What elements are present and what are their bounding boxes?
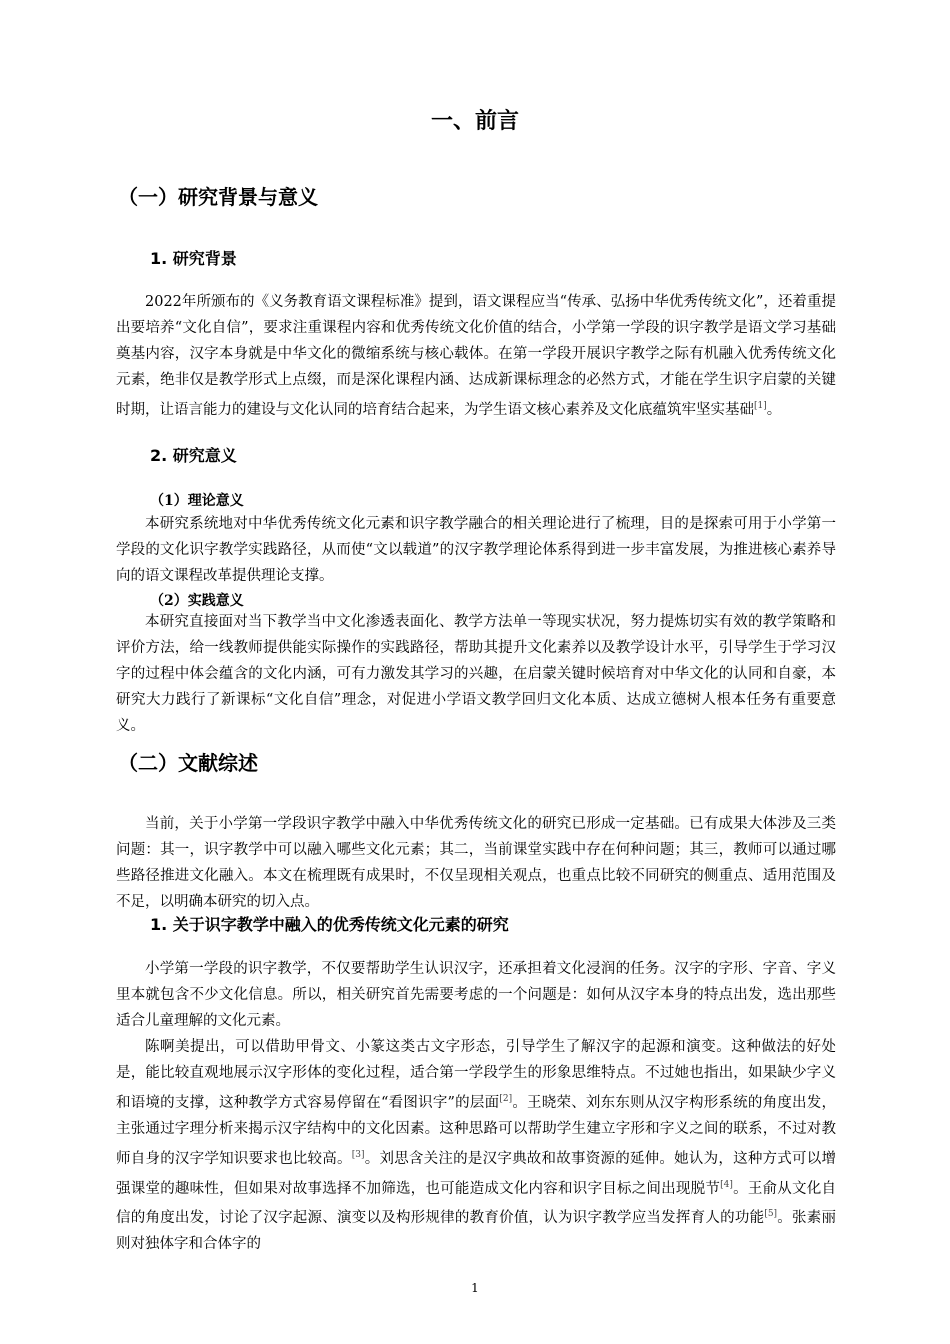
paragraph-elements-2 [116,1034,836,1257]
subheading-theory: （1）理论意义 [150,493,244,509]
paragraph-text: 2022年所颁布的《义务教育语文课程标准》提到，语文课程应当“传承、弘扬中华优秀传统文化”，还着重提出要培养“文化自信”，要求注重课程内容和优秀传统文化价值的结合，小学第一学段的识字教学是语文学习基础奠基内容，汉字本身就是中华文化的微缩系统与核心载体。在第一学段开展识字教学之际有机融入优秀传统文化元素，绝非仅是教学形式上点缀，而是深化课程内涵、达成新课标理念的必然方式，才能在学生识字启蒙的关键时期，让语言能力的建设与文化认同的培育结合起来，为学生语文核心素养及文化底蕴筑牢坚实基础 [116,294,836,418]
section-heading-background: （一）研究背景与意义 [118,185,318,209]
paragraph-text: 。王晓荣、刘东东则从汉字构形系统的角度出发，主张通过字理分析来揭示汉字结构中的文化因素。这种思路可以帮助学生建立字形和字义之间的联系，不过对教师自身的汉字学知识要求也比较高。 [116,1094,836,1167]
paragraph-elements-1: 小学第一学段的识字教学，不仅要帮助学生认识汉字，还承担着文化浸润的任务。汉字的字形、字音、字义里本就包含不少文化信息。所以，相关研究首先需要考虑的一个问题是：如何从汉字本身的特点出发，选出那些适合儿童理解的文化元素。 [116,961,836,1029]
subheading-practice: （2）实践意义 [150,593,244,609]
citation-ref: [1] [754,401,767,411]
paragraph-text: 。张素丽则对独体字和合体字的 [116,1210,836,1253]
paragraph-text: 。刘思含关注的是汉字典故和故事资源的延伸。她认为，这种方式可以增强课堂的趣味性，但如果对故事选择不加筛选，也可能造成文化内容和识字目标之间出现脱节 [116,1150,836,1197]
citation-ref: [3] [351,1149,365,1160]
citation-ref: [2] [499,1094,513,1104]
section-heading-literature: （二）文献综述 [118,751,258,775]
subsection-heading-elements: 1. 关于识字教学中融入的优秀传统文化元素的研究 [150,915,509,934]
paragraph-text: 。 [766,401,782,418]
citation-ref: [4] [720,1179,733,1190]
subsection-heading-significance: 2. 研究意义 [150,446,237,465]
subsection-heading-background: 1. 研究背景 [150,249,237,268]
paragraph-text: 。王俞从文化自信的角度出发，讨论了汉字起源、演变以及构形规律的教育价值，认为识字教学应当发挥育人的功能 [116,1180,836,1227]
paragraph-literature-intro: 当前，关于小学第一学段识字教学中融入中华优秀传统文化的研究已形成一定基础。已有成果大体涉及三类问题：其一，识字教学中可以融入哪些文化元素；其二，当前课堂实践中存在何种问题；其三，教师可以通过哪些路径推进文化融入。本文在梳理既有成果时，不仅呈现相关观点，也重点比较不同研究的侧重点、适用范围及不足，以明确本研究的切入点。 [116,816,836,910]
page-number: 1 [471,1281,479,1295]
page-title: 一、前言 [430,109,519,134]
citation-ref: [5] [764,1209,778,1220]
paragraph-background [116,289,836,423]
paragraph-practice: 本研究直接面对当下教学当中文化渗透表面化、教学方法单一等现实状况，努力提炼切实有效的教学策略和评价方法，给一线教师提供能实际操作的实践路径，帮助其提升文化素养以及教学设计水平，引导学生于学习汉字的过程中体会蕴含的文化内涵，可有力激发其学习的兴趣，在启蒙关键时候培育对中华文化的认同和自豪，本研究大力践行了新课标“文化自信”理念，对促进小学语文教学回归文化本质、达成立德树人根本任务有重要意义。 [116,614,836,734]
paragraph-theory: 本研究系统地对中华优秀传统文化元素和识字教学融合的相关理论进行了梳理，目的是探索可用于小学第一学段的文化识字教学实践路径，从而使“文以载道”的汉字教学理论体系得到进一步丰富发展，为推进核心素养导向的语文课程改革提供理论支撑。 [116,516,836,584]
paragraph-text: 陈啊美提出，可以借助甲骨文、小篆这类古文字形态，引导学生了解汉字的起源和演变。这种做法的好处是，能比较直观地展示汉字形体的变化过程，适合第一学段学生的形象思维特点。不过她也指出，如果缺少字义和语境的支撑，这种教学方式容易停留在“看图识字”的层面 [116,1039,836,1111]
